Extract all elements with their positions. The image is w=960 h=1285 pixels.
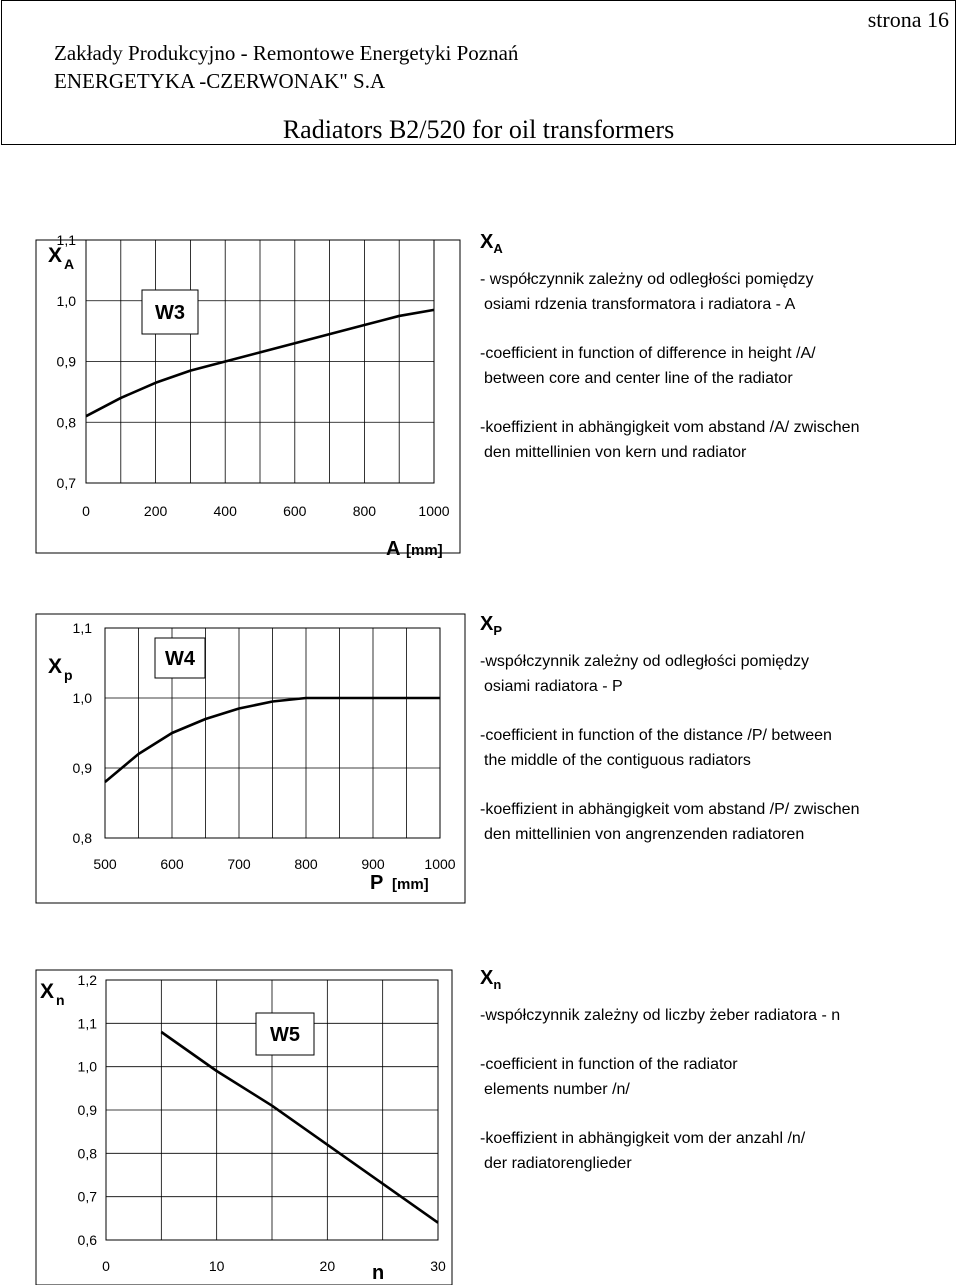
x-tick-label: 900 — [361, 856, 385, 872]
company-line-2: ENERGETYKA -CZERWONAK" S.A — [54, 69, 386, 93]
y-tick-label: 0,6 — [77, 1232, 97, 1248]
desc-xa-polish: - współczynnik zależny od odległości pomiędzy osiami rdzenia transformatora i radiatora - A — [480, 271, 814, 313]
document-title: Radiators B2/520 for oil transformers — [282, 115, 675, 144]
series-line — [161, 1032, 438, 1223]
series-label: W5 — [270, 1024, 300, 1046]
chart-frame — [36, 240, 460, 553]
y-axis-label-subscript: p — [64, 667, 73, 683]
y-tick-label: 0,8 — [56, 414, 76, 431]
y-tick-label: 1,2 — [77, 972, 97, 988]
y-tick-label: 0,7 — [56, 475, 76, 491]
x-tick-label: 700 — [227, 856, 251, 872]
x-tick-label: 1000 — [424, 856, 456, 872]
chart-frame — [36, 970, 452, 1285]
y-tick-label: 1,1 — [77, 1015, 97, 1032]
x-tick-label: 500 — [93, 856, 117, 872]
x-tick-label: 800 — [294, 856, 318, 872]
y-tick-label: 0,7 — [77, 1188, 97, 1205]
desc-xp-german: -koeffizient in abhängigkeit vom abstand /P/ zwischen den mittellinien von angrenzenden radiatoren — [480, 801, 860, 843]
x-tick-label: 800 — [352, 503, 377, 519]
x-axis-unit: [mm] — [406, 542, 443, 559]
desc-xn-english: -coefficient in function of the radiator elements number /n/ — [480, 1056, 738, 1098]
description-xn — [480, 966, 950, 1200]
x-axis-unit: [mm] — [392, 876, 429, 893]
symbol-xn: $X_n$ — [480, 967, 502, 992]
y-axis-label: X — [48, 244, 63, 267]
y-tick-label: 1,0 — [72, 690, 92, 706]
x-tick-label: 200 — [143, 503, 168, 519]
desc-xn-polish: -współczynnik zależny od liczby żeber radiatora - n — [480, 1007, 841, 1024]
y-axis-label: X — [48, 655, 63, 678]
y-axis-label-subscript: n — [56, 992, 65, 1008]
y-tick-label: 1,0 — [56, 292, 76, 309]
x-tick-label: 400 — [213, 503, 237, 519]
series-label: W3 — [155, 302, 185, 324]
description-xa — [480, 230, 950, 489]
y-tick-label: 1,1 — [72, 620, 92, 636]
x-tick-label: 20 — [319, 1258, 336, 1274]
y-tick-label: 0,9 — [72, 760, 92, 776]
x-axis-label: P — [370, 872, 384, 894]
x-tick-label: 10 — [208, 1258, 225, 1274]
y-tick-label: 0,8 — [77, 1145, 97, 1162]
symbol-xa: $X_A$ — [480, 231, 503, 256]
desc-xp-english: -coefficient in function of the distance /P/ between the middle of the contiguous radiators — [480, 727, 832, 769]
y-axis-label-subscript: A — [64, 256, 75, 272]
desc-xa-english: -coefficient in function of difference in height /A/ between core and center line of the radiator — [480, 345, 816, 387]
y-axis-label: X — [40, 980, 55, 1003]
x-axis-label: A — [386, 538, 401, 560]
desc-xp-polish: -współczynnik zależny od odległości pomiędzy osiami radiatora - P — [480, 653, 810, 695]
y-tick-label: 0,9 — [56, 353, 76, 370]
company-line-1: Zakłady Produkcyjno - Remontowe Energetyki Poznań — [54, 41, 519, 65]
page-number: strona 16 — [867, 7, 949, 32]
x-tick-label: 0 — [82, 503, 90, 519]
series-label: W4 — [165, 648, 195, 670]
x-tick-label: 0 — [102, 1258, 110, 1274]
desc-xa-german: -koeffizient in abhängigkeit vom abstand /A/ zwischen den mittellinien von kern und radiator — [480, 419, 860, 461]
x-tick-label: 600 — [160, 856, 184, 872]
y-tick-label: 1,1 — [56, 232, 76, 248]
y-tick-label: 0,8 — [72, 830, 92, 846]
y-tick-label: 0,9 — [77, 1102, 97, 1118]
x-tick-label: 600 — [283, 503, 307, 519]
desc-xn-german: -koeffizient in abhängigkeit vom der anzahl /n/ der radiatorenglieder — [480, 1130, 806, 1172]
x-tick-label: 30 — [430, 1258, 446, 1274]
description-xp — [480, 612, 950, 871]
x-axis-label: n — [372, 1262, 385, 1284]
symbol-xp: $X_P$ — [480, 613, 503, 638]
x-tick-label: 1000 — [418, 503, 450, 519]
y-tick-label: 1,0 — [77, 1058, 97, 1075]
